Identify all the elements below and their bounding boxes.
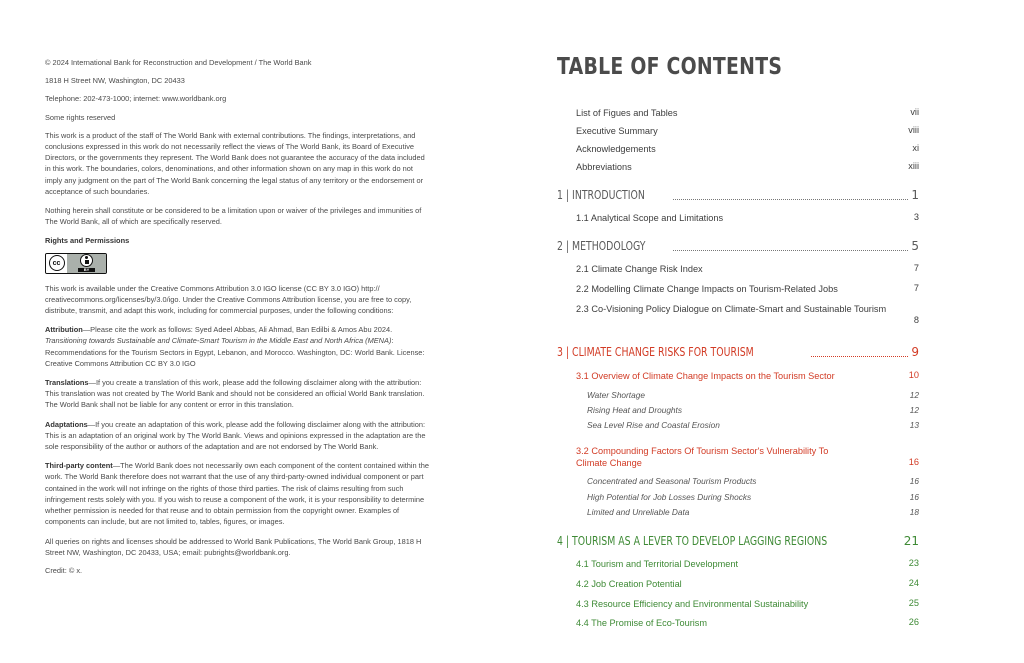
adaptations-heading: Adaptations [45,419,88,429]
toc-entry-4-4[interactable]: 4.4 The Promise of Eco-Tourism 26 [576,617,919,628]
rights-reserved-line: Some rights reserved [45,112,116,122]
toc-entry-water-shortage[interactable]: Water Shortage 12 [587,390,919,400]
toc-chapter-2[interactable]: 2 | METHODOLOGY 5 [557,239,919,253]
toc-chapter-1[interactable]: 1 | INTRODUCTION 1 [557,188,919,202]
third-party-heading: Third-party content [45,461,113,471]
toc-entry-job-losses[interactable]: High Potential for Job Losses During Shocks 16 [587,492,919,502]
toc-entry-executive-summary[interactable]: Executive Summary viii [576,125,919,136]
disclaimer-paragraph: This work is a product of the staff of The World Bank with external contributions. The findings, interpretations, and conclusions expressed in this work do not necessarily reflect the views of The World Bank, its Board of Executive Directors, or the governments they represent. The World Bank does not guarantee the accuracy of the data included in this work. The boundaries, colors, denominations, and other information shown on any map in this work do not imply any judgment on the part of The World Bank concerning the legal status of any territory or the endorsement or acceptance of such boundaries. [45,130,425,196]
toc-entry-2-2[interactable]: 2.2 Modelling Climate Change Impacts on Tourism-Related Jobs 7 [576,283,919,294]
toc-entry-abbreviations[interactable]: Abbreviations xiii [576,161,919,172]
by-label: BY [78,268,96,273]
copyright-line: © 2024 International Bank for Reconstruction and Development / The World Bank [45,58,312,67]
third-party-paragraph: Third-party content—The World Bank does not necessarily own each component of the content contained within the work. The World Bank therefore does not warrant that the use of any third-party-owned individual component or part contained in the work will not infringe on the rights of those third parties. The risk of claims resulting from such infringement rests solely with you. If you wish to reuse a component of the work, it is your responsibility to determine whether permission is needed for that reuse and to obtain permission from the copyright owner. Examples of components can include, but are not limited to, tables, figures, or images. [45,461,429,527]
rights-permissions-heading: Rights and Permissions [45,236,130,246]
toc-entry-4-1[interactable]: 4.1 Tourism and Territorial Development 23 [576,558,919,569]
toc-title: TABLE OF CONTENTS [557,54,783,80]
address-line: 1818 H Street NW, Washington, DC 20433 [45,76,185,86]
toc-entry-3-1[interactable]: 3.1 Overview of Climate Change Impacts on the Tourism Sector 10 [576,370,919,381]
toc-entry-acknowledgements[interactable]: Acknowledgements xi [576,143,919,154]
cc-logo-icon: cc [49,255,65,271]
toc-entry-figures[interactable]: List of Figues and Tables vii [576,107,919,118]
toc-entry-2-1[interactable]: 2.1 Climate Change Risk Index 7 [576,263,919,274]
adaptations-paragraph: Adaptations—If you create an adaptation of this work, please add the following disclaimer along with the attribution: This is an adaptation of an original work by The World Bank. Views and opinions expressed in the adaptation are the sole responsibility of the author or authors of the adaptation and are not endorsed by The World Bank. [45,419,426,452]
toc-entry-1-1[interactable]: 1.1 Analytical Scope and Limitations 3 [576,212,919,223]
immunities-paragraph: Nothing herein shall constitute or be considered to be a limitation upon or waiver of the privileges and immunities of The World Bank, all of which are specifically reserved. [45,206,422,227]
toc-entry-4-3[interactable]: 4.3 Resource Efficiency and Environmental Sustainability 25 [576,598,919,609]
report-title: Transitioning towards Sustainable and Climate-Smart Tourism in the Middle East and North Africa (MENA) [45,336,392,346]
toc-chapter-4[interactable]: 4 | TOURISM AS A LEVER TO DEVELOP LAGGING REGIONS 21 [557,534,919,548]
toc-entry-2-3[interactable]: 2.3 Co-Visioning Policy Dialogue on Climate-Smart and Sustainable Tourism 8 [576,304,919,325]
translations-paragraph: Translations—If you create a translation of this work, please add the following disclaimer along with the attribution: This translation was not created by The World Bank and should not be considered an official World Bank translation. The World Bank shall not be liable for any content or error in this translation. [45,378,425,410]
queries-paragraph: All queries on rights and licenses should be addressed to World Bank Publications, The World Bank Group, 1818 H Street NW, Washington, DC 20433, USA; email: pubrights@worldbank.org. [45,536,422,557]
telephone-line: Telephone: 202-473-1000; internet: www.worldbank.org [45,94,227,104]
translations-heading: Translations [45,378,89,388]
toc-entry-limited-data[interactable]: Limited and Unreliable Data 18 [587,507,919,517]
toc-entry-4-2[interactable]: 4.2 Job Creation Potential 24 [576,578,919,589]
toc-entry-rising-heat[interactable]: Rising Heat and Droughts 12 [587,405,919,415]
toc-entry-concentrated-tourism[interactable]: Concentrated and Seasonal Tourism Products 16 [587,476,919,486]
attribution-paragraph: Attribution—Please cite the work as follows: Syed Adeel Abbas, Ali Ahmad, Ban Edilbi & Amos Abu 2024. Transitioning towards Sustainable and Climate-Smart Tourism in the Middle East and North Africa (MENA): Recommendations for the Tourism Sectors in Egypt, Lebanon, and Morocco. Washington, DC: World Bank. License: Creative Commons Attribution CC BY 3.0 IGO [45,325,425,368]
toc-chapter-3[interactable]: 3 | CLIMATE CHANGE RISKS FOR TOURISM 9 [557,345,919,359]
attribution-person-icon [80,254,93,267]
copyright-page [45,57,430,576]
credit-line: Credit: © x. [45,565,83,575]
cc-by-license-icon [45,253,107,274]
license-paragraph: This work is available under the Creative Commons Attribution 3.0 IGO license (CC BY 3.0 IGO) http:// creativecommons.org/licenses/by/3.0/igo. Under the Creative Commons Attribution license, you are free to copy, distribute, transmit, and adapt this work, including for commercial purposes, under the following conditions: [45,283,412,316]
toc-entry-sea-level[interactable]: Sea Level Rise and Coastal Erosion 13 [587,420,919,430]
attribution-heading: Attribution [45,325,83,335]
toc-entry-3-2[interactable]: 3.2 Compounding Factors Of Tourism Sector's Vulnerability To Climate Change 16 [576,446,919,468]
